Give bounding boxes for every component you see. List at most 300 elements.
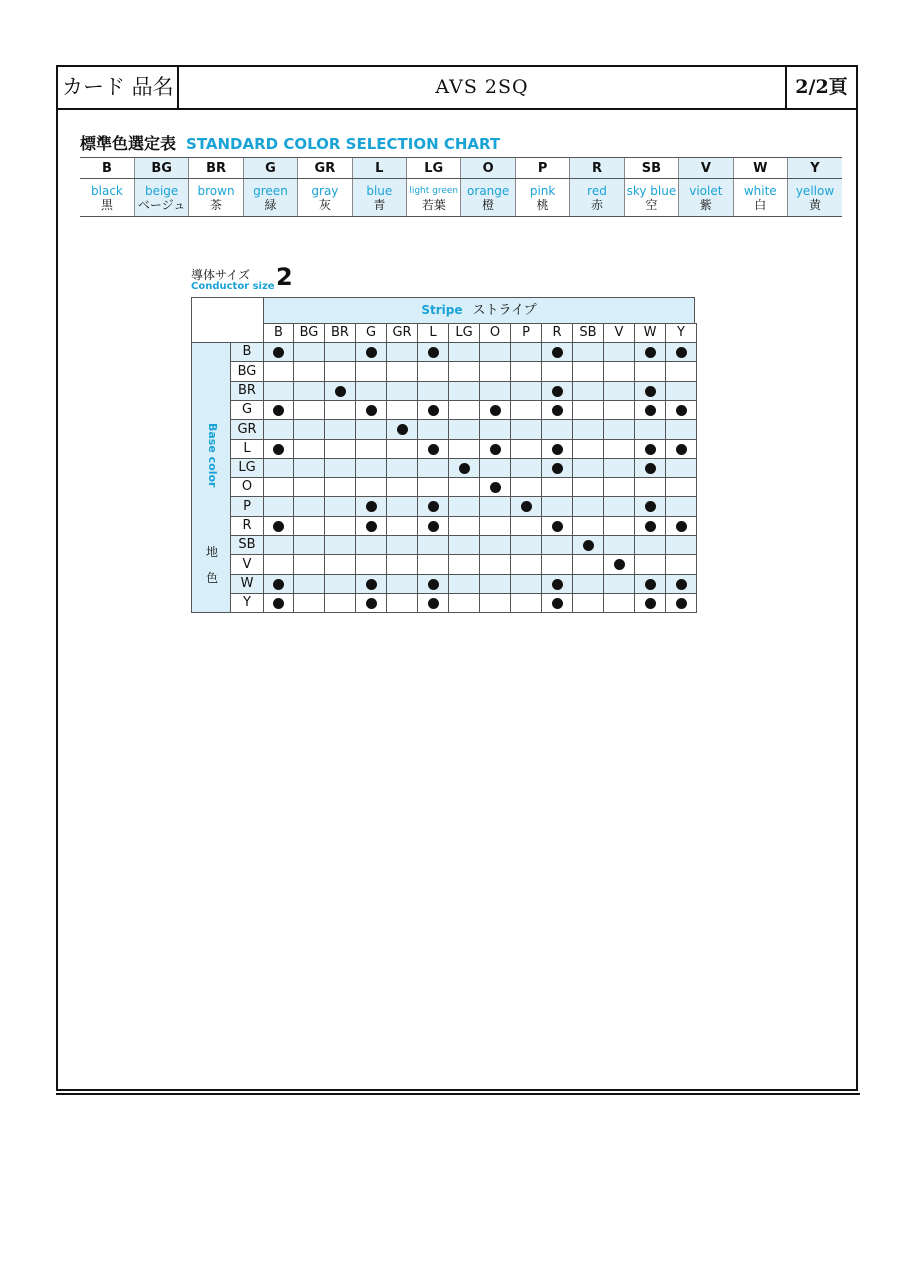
matrix-cell (263, 439, 294, 459)
stripe-column-header: Y (665, 323, 697, 343)
available-combination-dot (428, 444, 439, 455)
color-code-cell: O (461, 158, 515, 179)
matrix-cell (479, 419, 511, 440)
standard-chart-title-en: STANDARD COLOR SELECTION CHART (186, 135, 501, 153)
header-row (58, 67, 856, 110)
base-color-label-jp (204, 539, 220, 591)
matrix-cell (572, 458, 604, 478)
matrix-cell (572, 496, 604, 517)
matrix-cell (355, 439, 387, 459)
matrix-cell (665, 496, 697, 517)
stripe-column-header: W (634, 323, 666, 343)
available-combination-dot (676, 521, 687, 532)
matrix-cell (355, 381, 387, 401)
stripe-column-header: BR (324, 323, 356, 343)
matrix-cell (448, 342, 480, 362)
matrix-cell (665, 535, 697, 555)
available-combination-dot (552, 579, 563, 590)
matrix-cell (479, 439, 511, 459)
matrix-cell (417, 458, 449, 478)
color-japanese-cell: ベージュ (134, 198, 188, 217)
stripe-column-header: G (355, 323, 387, 343)
matrix-cell (510, 439, 542, 459)
matrix-cell (603, 381, 635, 401)
matrix-cell (386, 574, 418, 594)
color-japanese-cell: 黄 (787, 198, 842, 217)
matrix-cell (324, 458, 356, 478)
base-color-row-label: W (230, 574, 264, 594)
available-combination-dot (366, 405, 377, 416)
matrix-cell (386, 342, 418, 362)
matrix-cell (665, 554, 697, 575)
matrix-cell (603, 477, 635, 497)
matrix-cell (603, 496, 635, 517)
matrix-cell (634, 496, 666, 517)
matrix-cell (448, 400, 480, 420)
matrix-cell (324, 496, 356, 517)
matrix-cell (665, 400, 697, 420)
matrix-cell (355, 496, 387, 517)
color-code-cell: BR (189, 158, 243, 179)
color-english-cell: yellow (787, 179, 842, 199)
matrix-cell (603, 361, 635, 382)
matrix-cell (510, 496, 542, 517)
matrix-cell (386, 458, 418, 478)
color-japanese-cell: 黒 (80, 198, 134, 217)
matrix-cell (448, 419, 480, 440)
available-combination-dot (552, 405, 563, 416)
matrix-cell (263, 574, 294, 594)
matrix-cell (510, 516, 542, 536)
matrix-cell (263, 516, 294, 536)
matrix-cell (541, 458, 573, 478)
matrix-cell (572, 574, 604, 594)
color-japanese-cell: 白 (733, 198, 787, 217)
matrix-cell (324, 342, 356, 362)
matrix-cell (448, 535, 480, 555)
matrix-cell (541, 342, 573, 362)
matrix-cell (634, 419, 666, 440)
color-japanese-cell: 灰 (298, 198, 352, 217)
stripe-header-en: Stripe (421, 303, 463, 317)
matrix-cell (263, 554, 294, 575)
matrix-cell (572, 554, 604, 575)
matrix-cell (572, 535, 604, 555)
available-combination-dot (552, 386, 563, 397)
available-combination-dot (273, 347, 284, 358)
header-title: AVS 2SQ (435, 76, 529, 98)
available-combination-dot (614, 559, 625, 570)
color-english-cell: light green (407, 179, 461, 199)
matrix-cell (263, 535, 294, 555)
matrix-cell (479, 554, 511, 575)
matrix-cell (510, 381, 542, 401)
matrix-cell (634, 400, 666, 420)
matrix-cell (417, 381, 449, 401)
matrix-cell (386, 496, 418, 517)
base-color-row-label: SB (230, 535, 264, 555)
matrix-cell (665, 439, 697, 459)
matrix-cell (479, 535, 511, 555)
color-english-cell: sky blue (624, 179, 678, 199)
base-color-label-jp-2: 色 (205, 571, 218, 585)
color-code-cell: BG (134, 158, 188, 179)
matrix-cell (355, 458, 387, 478)
matrix-cell (448, 516, 480, 536)
base-color-row-label: O (230, 477, 264, 497)
matrix-cell (572, 593, 604, 613)
matrix-cell (665, 477, 697, 497)
matrix-cell (448, 554, 480, 575)
base-color-row-label: BR (230, 381, 264, 401)
color-code-cell: W (733, 158, 787, 179)
available-combination-dot (552, 347, 563, 358)
color-combination-matrix (191, 297, 695, 613)
available-combination-dot (366, 521, 377, 532)
matrix-cell (541, 361, 573, 382)
matrix-cell (510, 535, 542, 555)
available-combination-dot (552, 598, 563, 609)
matrix-cell (448, 439, 480, 459)
matrix-cell (293, 361, 325, 382)
matrix-cell (263, 496, 294, 517)
matrix-cell (479, 496, 511, 517)
available-combination-dot (676, 598, 687, 609)
matrix-cell (510, 458, 542, 478)
matrix-cell (448, 381, 480, 401)
available-combination-dot (645, 405, 656, 416)
base-color-side-header (191, 342, 231, 613)
matrix-cell (355, 516, 387, 536)
matrix-cell (634, 361, 666, 382)
matrix-cell (417, 477, 449, 497)
base-color-row-label: L (230, 439, 264, 459)
matrix-cell (634, 593, 666, 613)
matrix-cell (541, 381, 573, 401)
color-code-cell: G (243, 158, 297, 179)
stripe-column-header: LG (448, 323, 480, 343)
header-label: カード 品名 (58, 67, 179, 108)
matrix-cell (386, 477, 418, 497)
available-combination-dot (335, 386, 346, 397)
standard-chart-title (80, 131, 500, 154)
color-english-cell: orange (461, 179, 515, 199)
matrix-cell (448, 361, 480, 382)
matrix-cell (603, 593, 635, 613)
color-code-cell: L (352, 158, 406, 179)
matrix-cell (479, 593, 511, 613)
matrix-cell (293, 496, 325, 517)
matrix-cell (448, 574, 480, 594)
color-english-cell: white (733, 179, 787, 199)
color-japanese-row (80, 198, 842, 217)
base-color-row-label: Y (230, 593, 264, 613)
conductor-size-label-jp: 導体サイズ (191, 268, 251, 282)
matrix-cell (417, 535, 449, 555)
matrix-cell (293, 381, 325, 401)
matrix-cell (417, 516, 449, 536)
available-combination-dot (490, 405, 501, 416)
matrix-cell (541, 419, 573, 440)
matrix-cell (263, 381, 294, 401)
matrix-cell (324, 419, 356, 440)
matrix-cell (510, 342, 542, 362)
matrix-cell (324, 477, 356, 497)
color-code-cell: LG (407, 158, 461, 179)
matrix-cell (634, 439, 666, 459)
base-color-row-label: P (230, 496, 264, 517)
matrix-cell (355, 593, 387, 613)
matrix-cell (417, 574, 449, 594)
color-code-cell: Y (787, 158, 842, 179)
available-combination-dot (366, 501, 377, 512)
matrix-cell (355, 574, 387, 594)
matrix-cell (634, 458, 666, 478)
matrix-cell (479, 574, 511, 594)
available-combination-dot (428, 347, 439, 358)
stripe-column-header: B (263, 323, 294, 343)
stripe-header-jp: ストライプ (472, 303, 537, 318)
color-english-row (80, 179, 842, 199)
matrix-cell (324, 439, 356, 459)
available-combination-dot (428, 598, 439, 609)
color-japanese-cell: 桃 (515, 198, 569, 217)
color-japanese-cell: 空 (624, 198, 678, 217)
matrix-cell (479, 477, 511, 497)
matrix-cell (355, 400, 387, 420)
available-combination-dot (273, 444, 284, 455)
matrix-cell (293, 342, 325, 362)
matrix-cell (634, 516, 666, 536)
matrix-cell (479, 400, 511, 420)
base-color-row-label: B (230, 342, 264, 362)
matrix-cell (263, 458, 294, 478)
available-combination-dot (490, 482, 501, 493)
matrix-cell (510, 361, 542, 382)
matrix-cell (324, 535, 356, 555)
available-combination-dot (583, 540, 594, 551)
matrix-cell (386, 439, 418, 459)
matrix-cell (324, 381, 356, 401)
matrix-cell (634, 574, 666, 594)
color-japanese-cell: 橙 (461, 198, 515, 217)
matrix-cell (263, 361, 294, 382)
matrix-cell (665, 574, 697, 594)
color-english-cell: pink (515, 179, 569, 199)
matrix-cell (386, 554, 418, 575)
available-combination-dot (645, 347, 656, 358)
available-combination-dot (273, 598, 284, 609)
matrix-cell (386, 381, 418, 401)
matrix-cell (417, 439, 449, 459)
matrix-cell (355, 554, 387, 575)
matrix-cell (355, 535, 387, 555)
matrix-cell (603, 535, 635, 555)
available-combination-dot (645, 598, 656, 609)
matrix-cell (386, 419, 418, 440)
stripe-column-header: BG (293, 323, 325, 343)
color-code-cell: P (515, 158, 569, 179)
color-japanese-cell: 紫 (679, 198, 733, 217)
color-japanese-cell: 赤 (570, 198, 624, 217)
color-english-cell: beige (134, 179, 188, 199)
available-combination-dot (428, 405, 439, 416)
header-page-number: 2/2頁 (785, 67, 856, 108)
available-combination-dot (552, 444, 563, 455)
matrix-cell (355, 361, 387, 382)
matrix-cell (479, 361, 511, 382)
matrix-cell (293, 554, 325, 575)
color-english-cell: blue (352, 179, 406, 199)
frame-double-line (56, 1093, 860, 1095)
matrix-cell (510, 400, 542, 420)
color-japanese-cell: 茶 (189, 198, 243, 217)
matrix-cell (603, 516, 635, 536)
matrix-cell (386, 593, 418, 613)
matrix-cell (510, 419, 542, 440)
color-english-cell: brown (189, 179, 243, 199)
matrix-cell (634, 477, 666, 497)
color-code-cell: V (679, 158, 733, 179)
matrix-cell (448, 496, 480, 517)
matrix-cell (479, 516, 511, 536)
standard-chart-title-jp: 標準色選定表 (80, 134, 177, 153)
matrix-cell (293, 593, 325, 613)
base-color-row-label: GR (230, 419, 264, 440)
matrix-cell (634, 535, 666, 555)
matrix-cell (572, 342, 604, 362)
matrix-cell (479, 458, 511, 478)
matrix-cell (479, 381, 511, 401)
matrix-cell (665, 516, 697, 536)
available-combination-dot (428, 579, 439, 590)
matrix-cell (510, 477, 542, 497)
matrix-cell (324, 361, 356, 382)
matrix-cell (324, 574, 356, 594)
available-combination-dot (521, 501, 532, 512)
matrix-cell (324, 516, 356, 536)
available-combination-dot (676, 444, 687, 455)
color-code-cell: B (80, 158, 134, 179)
matrix-cell (510, 593, 542, 613)
base-color-row-label: R (230, 516, 264, 536)
base-color-row-label: LG (230, 458, 264, 478)
stripe-column-header: P (510, 323, 542, 343)
matrix-cell (541, 574, 573, 594)
color-code-cell: R (570, 158, 624, 179)
matrix-cell (541, 496, 573, 517)
matrix-cell (572, 419, 604, 440)
base-color-label-en: Base color (206, 423, 219, 488)
matrix-cell (324, 400, 356, 420)
matrix-cell (355, 342, 387, 362)
base-color-label-jp-1: 地 (205, 545, 218, 559)
base-color-row-label: BG (230, 361, 264, 382)
matrix-cell (665, 342, 697, 362)
matrix-cell (510, 554, 542, 575)
matrix-cell (386, 361, 418, 382)
standard-color-table (80, 157, 842, 217)
matrix-cell (263, 400, 294, 420)
matrix-cell (510, 574, 542, 594)
stripe-column-header: SB (572, 323, 604, 343)
available-combination-dot (676, 579, 687, 590)
available-combination-dot (645, 463, 656, 474)
color-code-row (80, 158, 842, 179)
matrix-cell (263, 593, 294, 613)
available-combination-dot (428, 521, 439, 532)
available-combination-dot (459, 463, 470, 474)
matrix-cell (355, 477, 387, 497)
conductor-size-value: 2 (276, 263, 293, 291)
matrix-cell (541, 593, 573, 613)
available-combination-dot (552, 521, 563, 532)
available-combination-dot (645, 386, 656, 397)
matrix-cell (417, 342, 449, 362)
available-combination-dot (645, 444, 656, 455)
stripe-column-header: R (541, 323, 573, 343)
matrix-cell (417, 554, 449, 575)
matrix-cell (541, 477, 573, 497)
color-english-cell: red (570, 179, 624, 199)
available-combination-dot (645, 579, 656, 590)
matrix-cell (293, 477, 325, 497)
matrix-cell (572, 516, 604, 536)
matrix-cell (572, 400, 604, 420)
matrix-cell (541, 439, 573, 459)
color-japanese-cell: 緑 (243, 198, 297, 217)
conductor-size-label-en: Conductor size (191, 281, 275, 292)
matrix-cell (541, 535, 573, 555)
matrix-cell (665, 381, 697, 401)
available-combination-dot (645, 501, 656, 512)
matrix-cell (417, 400, 449, 420)
matrix-cell (479, 342, 511, 362)
available-combination-dot (273, 405, 284, 416)
available-combination-dot (366, 598, 377, 609)
available-combination-dot (428, 501, 439, 512)
matrix-cell (293, 535, 325, 555)
matrix-cell (417, 593, 449, 613)
matrix-cell (386, 400, 418, 420)
stripe-column-header: O (479, 323, 511, 343)
available-combination-dot (490, 444, 501, 455)
matrix-cell (355, 419, 387, 440)
matrix-cell (541, 516, 573, 536)
matrix-cell (448, 458, 480, 478)
matrix-cell (541, 554, 573, 575)
available-combination-dot (676, 347, 687, 358)
matrix-cell (603, 419, 635, 440)
matrix-cell (417, 419, 449, 440)
matrix-cell (603, 400, 635, 420)
matrix-cell (603, 574, 635, 594)
available-combination-dot (366, 579, 377, 590)
matrix-cell (572, 381, 604, 401)
color-japanese-cell: 若葉 (407, 198, 461, 217)
matrix-cell (634, 381, 666, 401)
matrix-cell (665, 593, 697, 613)
matrix-cell (324, 554, 356, 575)
available-combination-dot (366, 347, 377, 358)
matrix-cell (603, 439, 635, 459)
stripe-column-header: V (603, 323, 635, 343)
matrix-cell (634, 554, 666, 575)
color-english-cell: violet (679, 179, 733, 199)
matrix-cell (386, 516, 418, 536)
matrix-cell (634, 342, 666, 362)
matrix-cell (417, 496, 449, 517)
